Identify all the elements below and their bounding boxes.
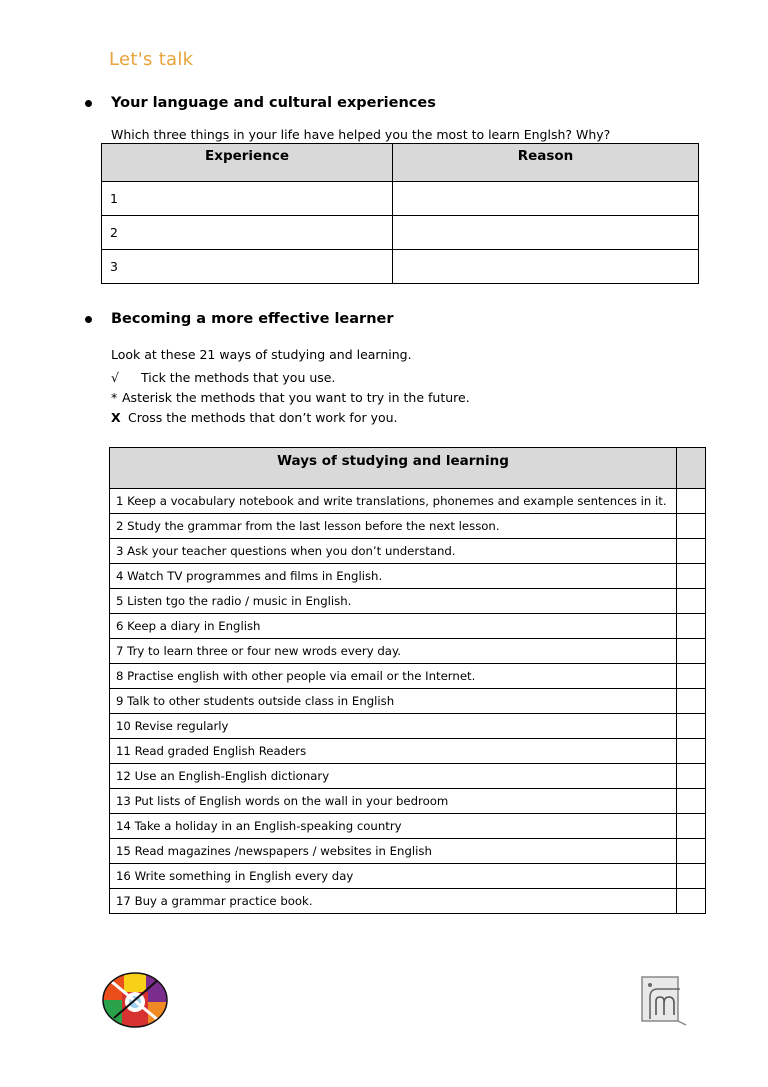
ways-tick-box[interactable] [677,514,706,539]
ways-row [110,689,706,714]
ways-item-text: 14 Take a holiday in an English-speaking country [110,814,677,839]
ways-item-text: 2 Study the grammar from the last lesson before the next lesson. [110,514,677,539]
section-heading-text: Your language and cultural experiences [111,95,436,111]
ways-row [110,764,706,789]
ways-row [110,864,706,889]
ways-tick-box[interactable] [677,789,706,814]
experience-table [101,143,699,284]
lm-logo-icon [640,975,690,1027]
ways-row [110,714,706,739]
ways-tick-box[interactable] [677,614,706,639]
ways-row [110,589,706,614]
ways-item-text: 4 Watch TV programmes and films in English. [110,564,677,589]
section-heading-language [85,95,436,111]
ways-item-text: 8 Practise english with other people via email or the Internet. [110,664,677,689]
header-experience: Experience [102,144,393,182]
reason-cell[interactable] [393,216,699,250]
ways-row [110,614,706,639]
ways-tick-box[interactable] [677,639,706,664]
ways-row [110,814,706,839]
ways-tick-box[interactable] [677,714,706,739]
ways-row [110,489,706,514]
ways-item-text: 9 Talk to other students outside class in English [110,689,677,714]
experience-cell[interactable]: 1 [102,182,393,216]
ways-tick-box[interactable] [677,564,706,589]
ways-tick-box[interactable] [677,839,706,864]
bullet-icon [85,100,92,107]
ways-row [110,839,706,864]
ways-tick-box[interactable] [677,864,706,889]
page-title: Let's talk [109,49,194,70]
ways-row [110,889,706,914]
question-text: Which three things in your life have helped you the most to learn Englsh? Why? [111,127,611,142]
header-reason: Reason [393,144,699,182]
ways-item-text: 13 Put lists of English words on the wall in your bedroom [110,789,677,814]
ways-row [110,639,706,664]
section-heading-learner [85,311,394,327]
asterisk-icon: * [111,390,118,405]
tick-icon: √ [111,370,119,385]
ways-item-text: 15 Read magazines /newspapers / websites in English [110,839,677,864]
ways-item-text: 17 Buy a grammar practice book. [110,889,677,914]
ways-item-text: 12 Use an English-English dictionary [110,764,677,789]
ways-item-text: 1 Keep a vocabulary notebook and write translations, phonemes and example sentences in it. [110,489,677,514]
ways-table [109,447,706,914]
bullet-icon [85,316,92,323]
ways-tick-box[interactable] [677,739,706,764]
ways-tick-box[interactable] [677,539,706,564]
ways-row [110,739,706,764]
section-heading-text: Becoming a more effective learner [111,311,394,327]
ways-tick-box[interactable] [677,689,706,714]
ways-item-text: 7 Try to learn three or four new wrods every day. [110,639,677,664]
ways-tick-box[interactable] [677,589,706,614]
legend-cross: X Cross the methods that don’t work for you. [111,410,398,425]
ways-row [110,664,706,689]
colorful-logo-icon [102,972,168,1028]
ways-row [110,789,706,814]
ways-tick-box[interactable] [677,664,706,689]
ways-item-text: 3 Ask your teacher questions when you don’t understand. [110,539,677,564]
ways-item-text: 16 Write something in English every day [110,864,677,889]
ways-tick-box[interactable] [677,889,706,914]
legend-tick: √ Tick the methods that you use. [111,370,336,385]
ways-row [110,514,706,539]
ways-table-header: Ways of studying and learning [110,448,677,489]
ways-header-tick-column [677,448,706,489]
ways-item-text: 5 Listen tgo the radio / music in English. [110,589,677,614]
cross-icon: X [111,410,121,425]
reason-cell[interactable] [393,182,699,216]
ways-item-text: 11 Read graded English Readers [110,739,677,764]
ways-row [110,564,706,589]
ways-item-text: 6 Keep a diary in English [110,614,677,639]
ways-tick-box[interactable] [677,764,706,789]
experience-cell[interactable]: 2 [102,216,393,250]
ways-tick-box[interactable] [677,814,706,839]
intro-text: Look at these 21 ways of studying and learning. [111,347,412,362]
reason-cell[interactable] [393,250,699,284]
ways-tick-box[interactable] [677,489,706,514]
experience-cell[interactable]: 3 [102,250,393,284]
ways-row [110,539,706,564]
legend-asterisk: * Asterisk the methods that you want to try in the future. [111,390,470,405]
ways-item-text: 10 Revise regularly [110,714,677,739]
